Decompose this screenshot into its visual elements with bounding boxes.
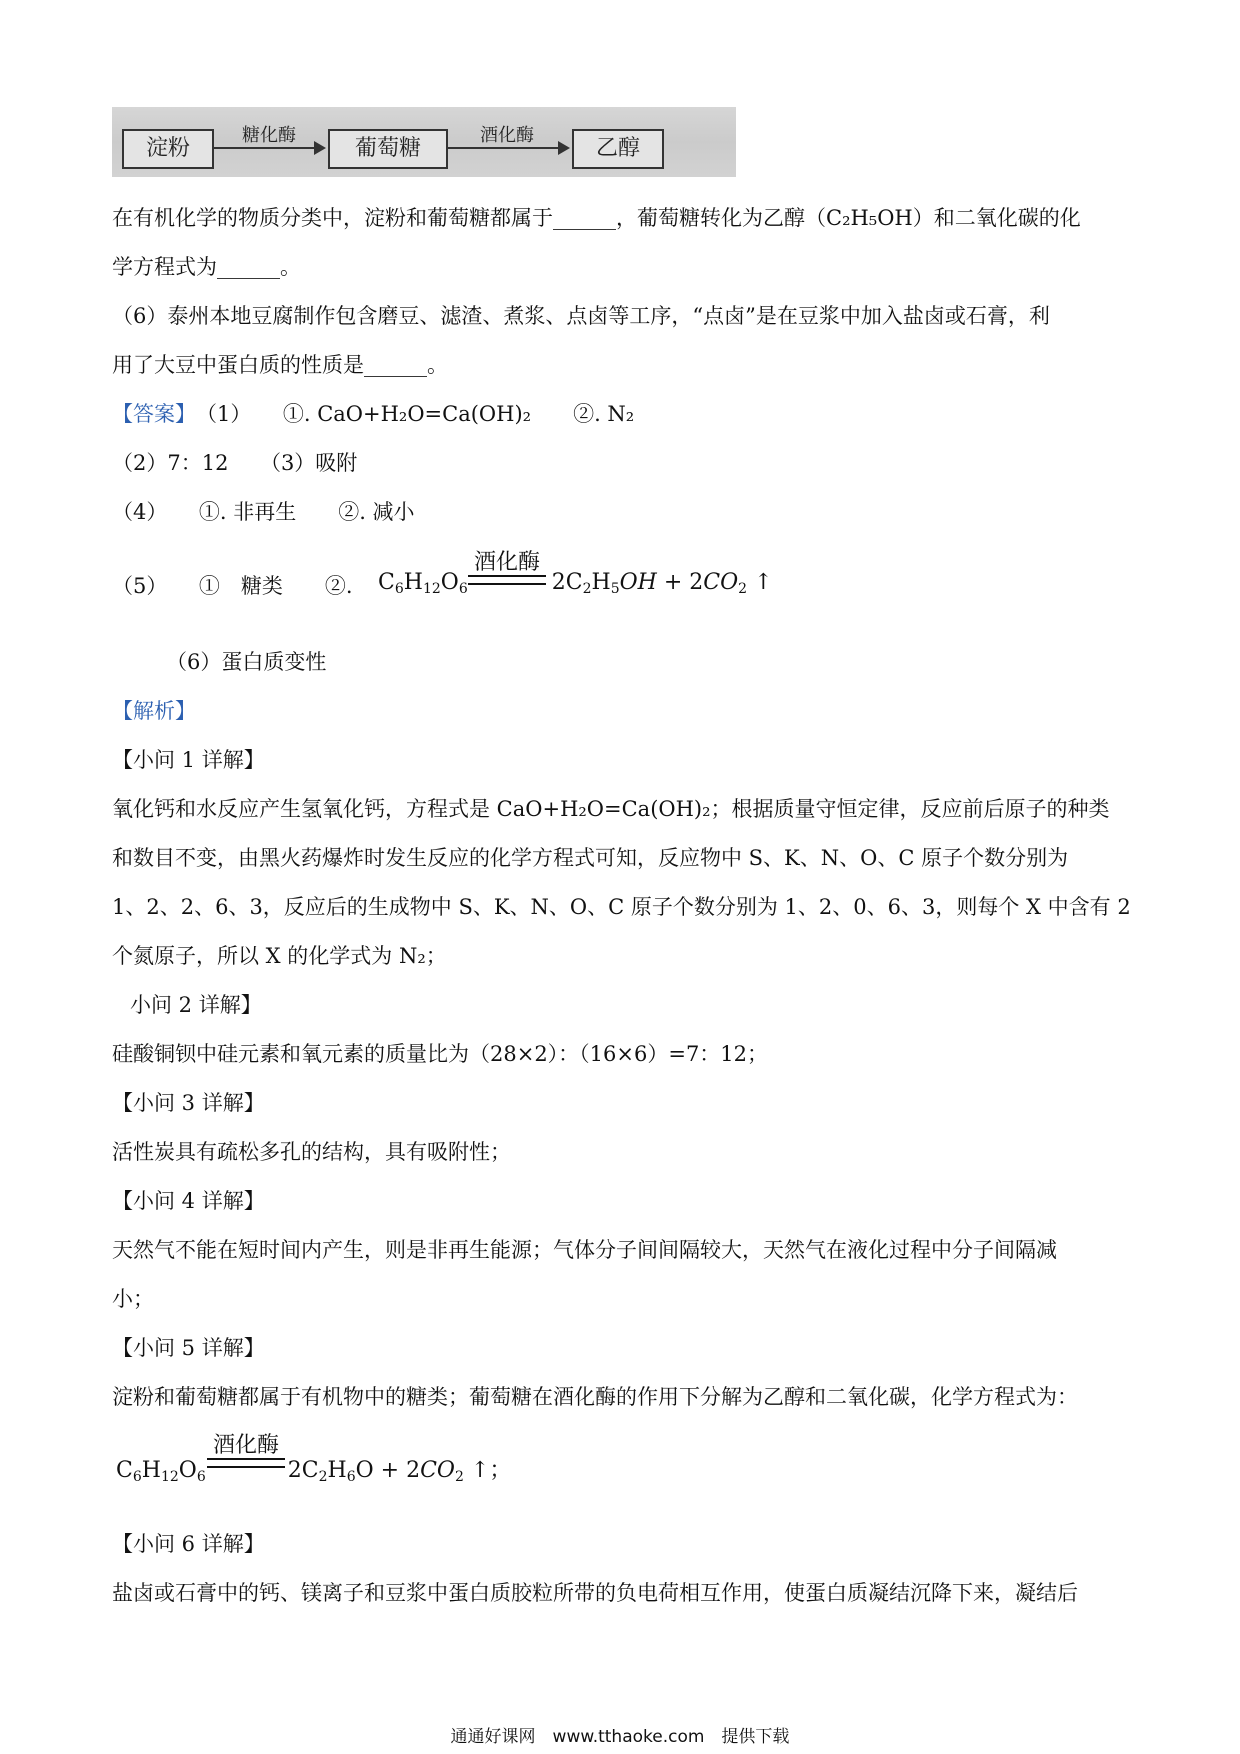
flow-box-glucose: 葡萄糖	[328, 129, 448, 169]
analysis-p6: 盐卤或石膏中的钙、镁离子和豆浆中蛋白质胶粒所带的负电荷相互作用，使蛋白质凝结沉降下来，凝结后	[112, 1581, 1078, 1605]
analysis-heading-2: 小问 2 详解】	[130, 993, 262, 1017]
question-6-line-1: （6）泰州本地豆腐制作包含磨豆、滤渣、煮浆、点卤等工序，“点卤”是在豆浆中加入盐卤或石膏，利	[112, 304, 1050, 328]
analysis-heading-4: 【小问 4 详解】	[112, 1189, 265, 1213]
analysis-p4-line-1: 天然气不能在短时间内产生，则是非再生能源；气体分子间间隔较大，天然气在液化过程中分子间隔减	[112, 1238, 1057, 1262]
answer-6: （6）蛋白质变性	[166, 650, 327, 674]
answer-2-3: （2）7：12 （3）吸附	[112, 451, 358, 475]
analysis-p1-line-1: 氧化钙和水反应产生氢氧化钙，方程式是 CaO+H₂O=Ca(OH)₂；根据质量守恒定律，反应前后原子的种类	[112, 797, 1110, 821]
analysis-tag: 【解析】	[112, 699, 196, 723]
analysis-p4-line-2: 小；	[112, 1287, 154, 1311]
analysis-eq-condition: 酒化酶	[212, 1433, 279, 1458]
answer-5-prefix: （5） ① 糖类 ②.	[112, 574, 353, 598]
analysis-p1-line-2: 和数目不变，由黑火药爆炸时发生反应的化学方程式可知，反应物中 S、K、N、O、C 原子个数分别为	[112, 846, 1069, 870]
flow-box-ethanol: 乙醇	[572, 129, 664, 169]
analysis-p2: 硅酸铜钡中硅元素和氧元素的质量比为（28×2）：（16×6）=7：12；	[112, 1042, 769, 1066]
answer-4: （4） ①. 非再生 ②. 减小	[112, 500, 415, 524]
analysis-equation: $C_6H_{12}O_6$ $2C_2H_6O + 2CO_2$ ↑；	[116, 1458, 512, 1485]
analysis-heading-3: 【小问 3 详解】	[112, 1091, 265, 1115]
analysis-p3: 活性炭具有疏松多孔的结构，具有吸附性；	[112, 1140, 511, 1164]
question-line-1: 在有机化学的物质分类中，淀粉和葡萄糖都属于______，葡萄糖转化为乙醇（C₂H₅OH）和二氧化碳的化	[112, 206, 1081, 230]
analysis-eq-tail: ；	[489, 1458, 512, 1483]
answer-tag: 【答案】	[112, 402, 196, 426]
flow-label-2: 酒化酶	[480, 125, 534, 146]
question-line-2: 学方程式为______。	[112, 255, 301, 279]
flow-arrow-2	[446, 147, 568, 149]
flow-arrow-1	[212, 147, 324, 149]
answer-5-equation: $C_6H_{12}O_6$ $2C_2H_5OH + 2CO_2$ ↑	[378, 570, 773, 597]
answer-1: （1） ①. CaO+H₂O=Ca(OH)₂ ②. N₂	[196, 402, 635, 426]
analysis-p1-line-3: 1、2、2、6、3，反应后的生成物中 S、K、N、O、C 原子个数分别为 1、2、0、6、3，则每个 X 中含有 2	[112, 895, 1131, 919]
analysis-heading-5: 【小问 5 详解】	[112, 1336, 265, 1360]
footer-source: 通通好课网 www.tthaoke.com 提供下载	[450, 1727, 790, 1747]
question-6-line-2: 用了大豆中蛋白质的性质是______。	[112, 353, 448, 377]
flow-label-1: 糖化酶	[242, 125, 296, 146]
analysis-p5: 淀粉和葡萄糖都属于有机物中的糖类；葡萄糖在酒化酶的作用下分解为乙醇和二氧化碳，化学方程式为：	[112, 1385, 1078, 1409]
answer-5-condition: 酒化酶	[473, 550, 540, 575]
flow-box-starch: 淀粉	[122, 129, 214, 169]
flow-diagram	[112, 107, 736, 177]
analysis-p1-line-4: 个氮原子，所以 X 的化学式为 N₂；	[112, 944, 447, 968]
analysis-heading-6: 【小问 6 详解】	[112, 1532, 265, 1556]
analysis-heading-1: 【小问 1 详解】	[112, 748, 265, 772]
